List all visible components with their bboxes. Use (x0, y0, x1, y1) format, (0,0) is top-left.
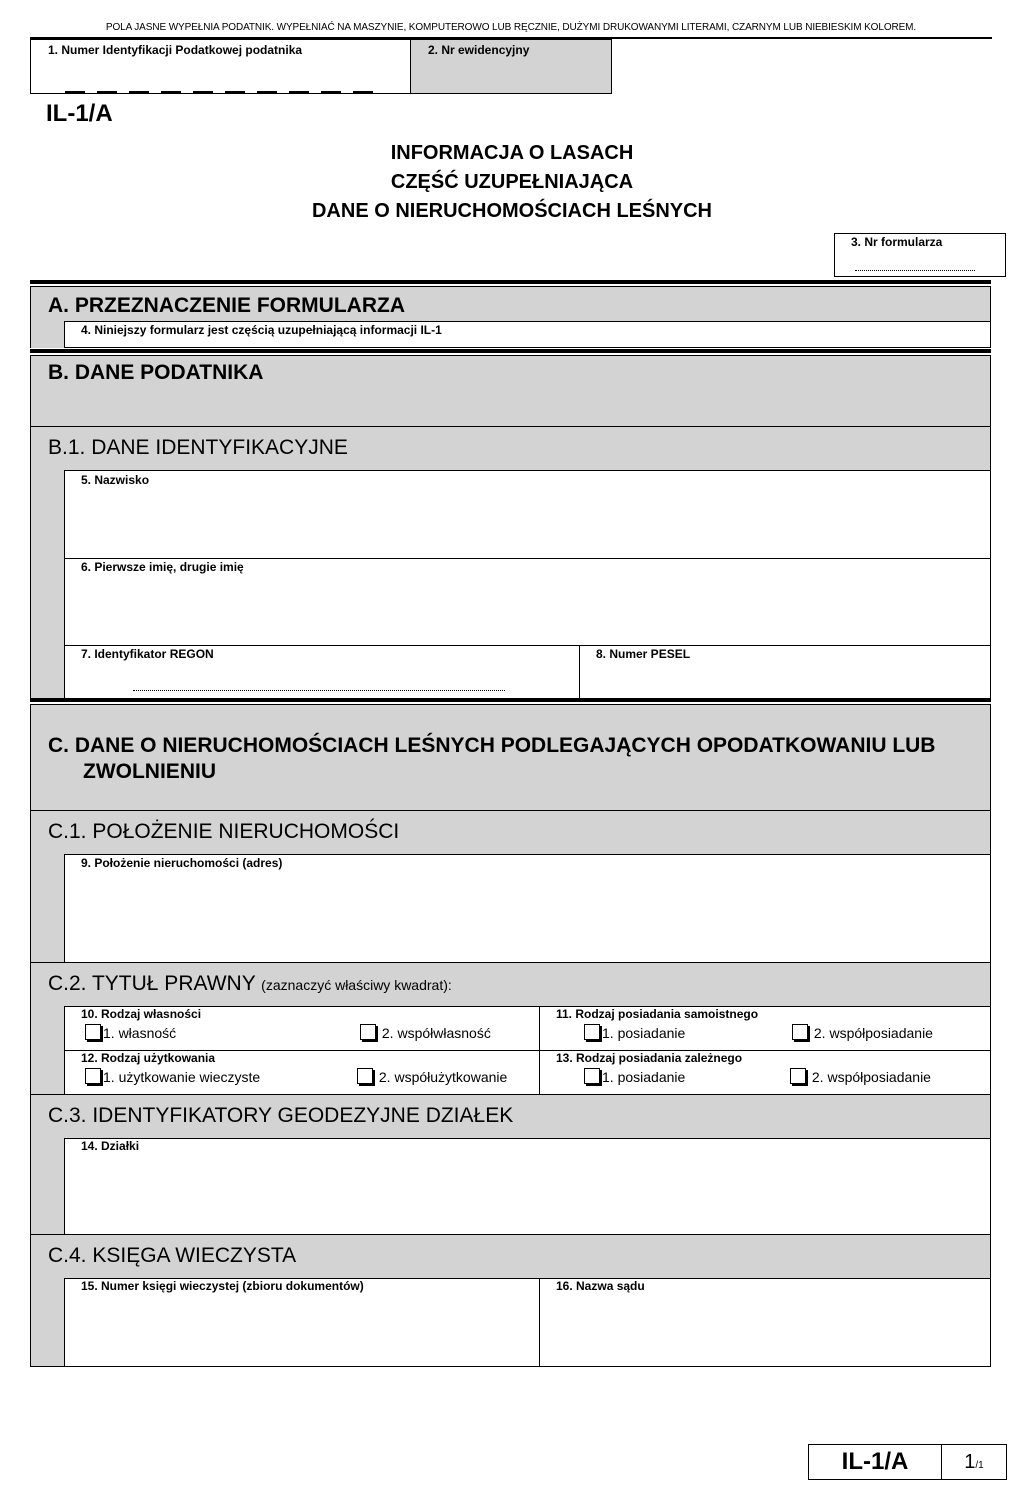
surname-label: 5. Nazwisko (81, 473, 150, 487)
purpose-field-label: 4. Niniejszy formularz jest częścią uzupełniającą informacji IL-1 (81, 323, 442, 337)
parcels-field[interactable] (64, 1138, 991, 1235)
form-title-line1: INFORMACJA O LASACH (390, 142, 634, 164)
section-c3-gutter (30, 1138, 65, 1235)
section-c2-gutter (30, 1006, 65, 1095)
checkbox-icon[interactable] (360, 1024, 376, 1040)
form-number-field[interactable] (834, 233, 1006, 277)
section-c-title-line1: C. DANE O NIERUCHOMOŚCIACH LEŚNYCH PODLEGAJĄCYCH OPODATKOWANIU LUB (48, 734, 936, 757)
dependent-possession-option-1[interactable] (584, 1068, 685, 1085)
footer-form-code: IL-1/A (841, 1448, 909, 1475)
dependent-possession-option-2[interactable] (790, 1068, 931, 1085)
checkbox-icon[interactable] (792, 1024, 808, 1040)
dependent-possession-label: 13. Rodzaj posiadania zależnego (556, 1051, 743, 1065)
footer-page-total: /1 (975, 1460, 984, 1471)
section-divider (30, 349, 991, 353)
first-names-label: 6. Pierwsze imię, drugie imię (81, 560, 244, 574)
ownership-type-label: 10. Rodzaj własności (81, 1007, 202, 1021)
section-b1-gutter (30, 470, 65, 699)
section-a-title: A. PRZEZNACZENIE FORMULARZA (48, 294, 405, 317)
regon-dots (133, 690, 505, 691)
section-c3 (30, 1094, 991, 1139)
ownership-option-1[interactable] (85, 1024, 176, 1041)
property-address-label: 9. Położenie nieruchomości (adres) (81, 856, 283, 870)
section-c-title-line2: ZWOLNIENIU (83, 760, 216, 783)
section-b1-title: B.1. DANE IDENTYFIKACYJNE (48, 436, 348, 459)
section-b1 (30, 426, 991, 471)
dependent-possession-option-2-label: 2. współposiadanie (811, 1069, 931, 1085)
court-name-label: 16. Nazwa sądu (556, 1279, 645, 1293)
property-address-field[interactable] (64, 854, 991, 963)
record-number-label: 2. Nr ewidencyjny (428, 43, 530, 57)
fill-instruction: POLA JASNE WYPEŁNIA PODATNIK. WYPEŁNIAĆ NA MASZYNIE, KOMPUTEROWO LUB RĘCZNIE, DUŻYMI DRUKOWANYMI LITERAMI, CZARNYM LUB NIEBIESKIM KOLOREM. (105, 22, 917, 33)
usage-option-1[interactable] (85, 1068, 260, 1085)
section-divider (30, 280, 991, 284)
ownership-option-2-label: 2. współwłasność (381, 1025, 491, 1041)
nip-digit-dashes (65, 80, 385, 98)
form-code: IL-1/A (46, 100, 113, 127)
section-c (30, 704, 991, 811)
independent-possession-option-2[interactable] (792, 1024, 933, 1041)
form-number-dots (855, 270, 975, 271)
section-c4-gutter (30, 1278, 65, 1367)
nip-field-label: 1. Numer Identyfikacji Podatkowej podatnika (48, 43, 303, 57)
court-name-field[interactable] (539, 1278, 991, 1367)
section-c3-title: C.3. IDENTYFIKATORY GEODEZYJNE DZIAŁEK (48, 1104, 514, 1127)
section-divider (30, 698, 991, 702)
section-a-gutter (30, 321, 65, 348)
footer-page-number: 1 (964, 1451, 976, 1473)
section-c2-title-text: C.2. TYTUŁ PRAWNY (48, 972, 256, 995)
ownership-option-1-label: 1. własność (103, 1025, 177, 1041)
usage-option-2[interactable] (357, 1068, 507, 1085)
independent-possession-option-1-label: 1. posiadanie (602, 1025, 686, 1041)
checkbox-icon[interactable] (357, 1068, 373, 1084)
section-c1 (30, 810, 991, 855)
regon-label: 7. Identyfikator REGON (81, 647, 214, 661)
usage-option-1-label: 1. użytkowanie wieczyste (103, 1069, 261, 1085)
section-c2-hint: (zaznaczyć właściwy kwadrat): (261, 977, 452, 993)
usage-type-field (64, 1050, 540, 1095)
section-b (30, 355, 991, 427)
ownership-option-2[interactable] (360, 1024, 491, 1041)
checkbox-icon[interactable] (790, 1068, 806, 1084)
form-title-line3: DANE O NIERUCHOMOŚCIACH LEŚNYCH (311, 200, 713, 222)
parcels-label: 14. Działki (81, 1139, 140, 1153)
pesel-field[interactable] (579, 645, 991, 699)
usage-type-label: 12. Rodzaj użytkowania (81, 1051, 216, 1065)
footer-page-box (941, 1444, 1007, 1480)
purpose-field (64, 321, 991, 348)
section-c4 (30, 1234, 991, 1279)
section-c2-title (48, 972, 452, 996)
nip-field[interactable] (30, 39, 411, 94)
checkbox-icon[interactable] (85, 1068, 101, 1084)
land-register-number-field[interactable] (64, 1278, 540, 1367)
surname-field[interactable] (64, 470, 991, 559)
section-a (30, 286, 991, 322)
record-number-field (410, 39, 612, 94)
pesel-label: 8. Numer PESEL (596, 647, 691, 661)
regon-field[interactable] (64, 645, 580, 699)
dependent-possession-option-1-label: 1. posiadanie (602, 1069, 686, 1085)
land-register-number-label: 15. Numer księgi wieczystej (zbioru dokumentów) (81, 1279, 364, 1293)
independent-possession-label: 11. Rodzaj posiadania samoistnego (556, 1007, 759, 1021)
form-title-line2: CZĘŚĆ UZUPEŁNIAJĄCA (390, 171, 634, 193)
footer-form-code-box (808, 1444, 942, 1480)
checkbox-icon[interactable] (85, 1024, 101, 1040)
independent-possession-option-1[interactable] (584, 1024, 685, 1041)
dependent-possession-field (539, 1050, 991, 1095)
form-number-label: 3. Nr formularza (851, 235, 943, 249)
checkbox-icon[interactable] (584, 1024, 600, 1040)
independent-possession-option-2-label: 2. współposiadanie (813, 1025, 933, 1041)
section-c1-title: C.1. POŁOŻENIE NIERUCHOMOŚCI (48, 820, 400, 843)
section-c1-gutter (30, 854, 65, 963)
section-c4-title: C.4. KSIĘGA WIECZYSTA (48, 1244, 297, 1267)
section-b-title: B. DANE PODATNIKA (48, 361, 264, 384)
first-names-field[interactable] (64, 558, 991, 646)
independent-possession-field (539, 1006, 991, 1051)
checkbox-icon[interactable] (584, 1068, 600, 1084)
ownership-type-field (64, 1006, 540, 1051)
usage-option-2-label: 2. współużytkowanie (378, 1069, 508, 1085)
form-title (0, 139, 1024, 226)
section-c2 (30, 962, 991, 1007)
